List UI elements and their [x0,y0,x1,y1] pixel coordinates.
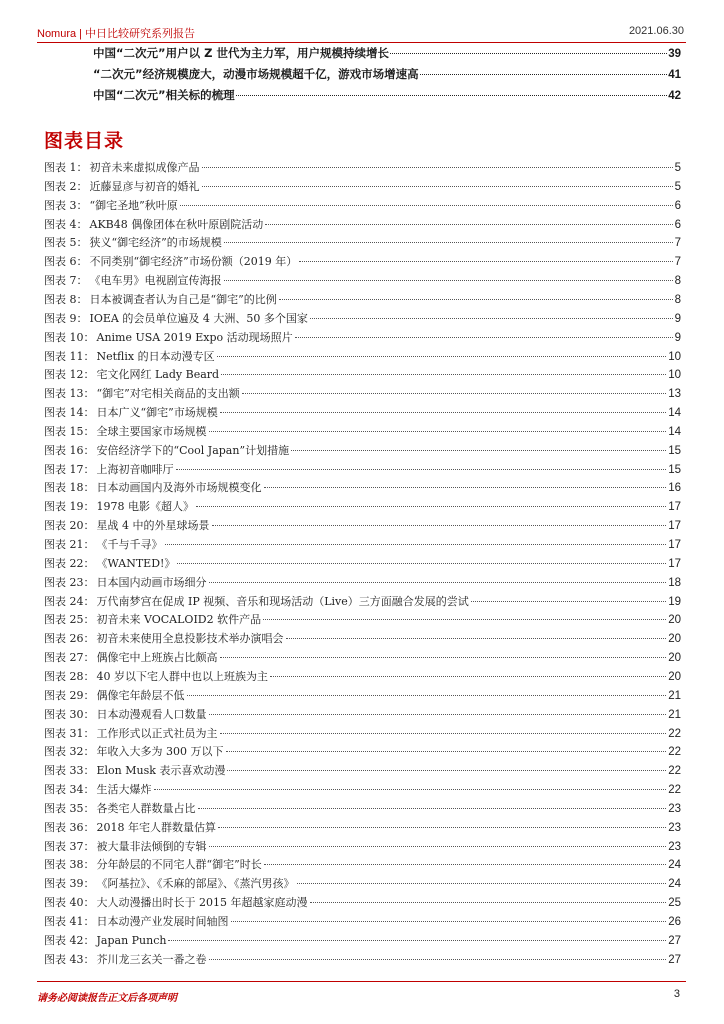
figure-entry[interactable] [44,913,681,930]
figure-title: “御宅”对宅相关商品的支出额 [96,387,240,401]
dot-leader [177,563,666,564]
figure-page: 15 [668,463,681,476]
figure-page: 16 [668,482,681,495]
figure-title: 日本动画国内及海外市场规模变化 [96,481,262,495]
brand-name: Nomura [37,28,77,40]
figure-label: 图表 29： [44,688,95,702]
figure-page: 5 [674,180,681,193]
figure-title: 偶像宅年龄层不低 [96,688,185,702]
disclaimer: 请务必阅读报告正文后各项声明 [37,993,177,1004]
figure-label: 图表 24： [44,594,95,608]
dot-leader [264,864,666,865]
dot-leader [299,261,672,262]
figure-page: 22 [668,765,681,778]
figure-page: 20 [668,633,681,646]
figure-entry[interactable] [44,894,681,911]
figure-page: 26 [668,916,681,928]
figure-title: Netflix 的日本动漫专区 [96,349,215,363]
figure-page: 5 [674,162,681,174]
dot-leader [224,242,673,243]
figure-entry[interactable] [44,819,681,836]
figure-title: 分年龄层的不同宅人群“御宅”时长 [96,858,262,872]
figure-label: 图表 21： [44,538,95,551]
figure-label: 图表 31： [44,726,95,740]
figure-page: 20 [668,614,681,627]
figure-entry[interactable] [44,838,681,855]
figure-title: 近藤显彦与初音的婚礼 [89,179,200,193]
figure-title: 日本国内动画市场细分 [96,575,207,589]
dot-leader [270,676,666,677]
figure-label: 图表 40： [44,896,95,910]
dot-leader [297,883,667,884]
figure-label: 图表 6： [44,255,88,269]
dot-leader [310,902,667,903]
page-header [37,24,686,43]
figure-page: 20 [668,670,681,683]
figure-page: 19 [668,595,681,608]
figure-page: 20 [668,652,681,665]
figure-title: 日本动漫产业发展时间轴图 [96,915,229,928]
figure-label: 图表 7： [44,274,88,288]
figure-entry[interactable] [44,253,681,270]
figure-entry[interactable] [44,630,681,647]
figure-page: 17 [668,557,681,570]
figure-title: “御宅圣地”秋叶原 [89,198,178,212]
figure-title: 大人动漫播出时长于 2015 年超越家庭动漫 [96,896,308,910]
figure-entry[interactable] [44,197,681,214]
figure-label: 图表 3： [44,198,88,212]
figure-label: 图表 19： [44,500,95,514]
dot-leader [220,733,667,734]
figure-title: 生活大爆炸 [96,783,152,797]
dot-leader [310,318,673,319]
dot-leader [209,846,667,847]
figure-title: 《WANTED!》 [96,556,176,570]
figure-entry[interactable] [44,498,681,515]
page-footer [37,981,686,1002]
figure-label: 图表 1： [44,161,88,174]
dot-leader [220,657,667,658]
figure-title: Anime USA 2019 Expo 活动现场照片 [96,330,293,344]
figure-label: 图表 37： [44,839,95,853]
figure-page: 23 [668,840,681,853]
figure-entry[interactable] [44,781,681,798]
figure-entry[interactable] [44,574,681,591]
figure-title: 芥川龙三玄关一番之卷 [96,952,207,966]
figure-entry[interactable] [44,649,681,666]
figure-label: 图表 32： [44,745,95,759]
figure-entry[interactable] [44,593,681,610]
dot-leader [286,638,667,639]
figure-page: 17 [668,501,681,514]
dot-leader [209,959,667,960]
figure-page: 6 [674,218,681,231]
toc-entry-page: 41 [668,69,681,81]
figure-entry[interactable] [44,668,681,685]
figure-entry[interactable] [44,291,681,308]
dot-leader [224,280,673,281]
figure-page: 14 [668,407,681,420]
figure-page: 13 [668,388,681,401]
figure-page: 17 [668,520,681,533]
figure-entry[interactable] [44,461,681,478]
dot-leader [209,582,667,583]
figure-page: 22 [668,727,681,740]
figure-title: 日本广义“御宅”市场规模 [96,406,218,420]
dot-leader [176,469,667,470]
figure-label: 图表 13： [44,387,95,401]
figure-entry[interactable] [44,725,681,742]
dot-leader [227,770,666,771]
figure-entry[interactable] [44,234,681,251]
figure-label: 图表 18： [44,481,95,495]
dot-leader [226,751,667,752]
figure-label: 图表 38： [44,858,95,872]
toc-entry-title: 中国“二次元”用户以 Z 世代为主力军，用户规模持续增长 [93,46,389,60]
figure-title: Elon Musk 表示喜欢动漫 [96,764,226,778]
figure-page: 9 [674,312,681,325]
figure-label: 图表 39： [44,877,95,891]
figure-label: 图表 34： [44,783,95,797]
dot-leader [263,619,666,620]
figure-title: 2018 年宅人群数量估算 [96,820,216,834]
figure-entry[interactable] [44,423,681,440]
figure-title: 偶像宅中上班族占比颇高 [96,651,218,665]
dot-leader [220,412,666,413]
dot-leader [265,224,672,225]
figure-title: 工作形式以正式社员为主 [96,726,218,740]
figure-entry[interactable] [44,517,681,534]
figure-page: 24 [668,878,681,891]
figure-title: 万代南梦宫在促成 IP 视频、音乐和现场活动（Live）三方面融合发展的尝试 [96,594,469,608]
figure-label: 图表 14： [44,406,95,420]
dot-leader [221,374,666,375]
dot-leader [180,205,673,206]
figure-label: 图表 25： [44,613,95,627]
figure-page: 25 [668,897,681,910]
figure-page: 24 [668,859,681,872]
dot-leader [217,356,667,357]
dot-leader [202,186,673,187]
figure-entry[interactable] [44,404,681,421]
figure-page: 18 [668,576,681,589]
figure-page: 7 [674,237,681,250]
figure-label: 图表 27： [44,651,95,665]
figure-label: 图表 30： [44,707,95,721]
figure-title: 日本被调查者认为自己是“御宅”的比例 [89,292,277,306]
figure-page: 10 [668,369,681,382]
figure-label: 图表 10： [44,330,95,344]
figure-title: Japan Punch [96,933,167,947]
brand-separator: | [79,28,82,40]
figure-label: 图表 22： [44,556,95,570]
dot-leader [471,601,666,602]
figure-label: 图表 43： [44,952,95,966]
report-series: 中日比较研究系列报告 [84,28,195,40]
figure-title: 初音未来虚拟成像产品 [89,161,200,174]
header-brand [37,25,195,41]
figure-page: 23 [668,802,681,815]
figure-title: 日本动漫观看人口数量 [96,707,207,721]
figure-entry[interactable] [44,555,681,572]
figure-page: 21 [668,708,681,721]
figure-label: 图表 28： [44,669,95,683]
figure-title: AKB48 偶像团体在秋叶原剧院活动 [89,217,264,231]
figure-title: 不同类别“御宅经济”市场份额（2019 年） [89,255,298,269]
figure-entry[interactable] [44,310,681,327]
figure-label: 图表 12： [44,368,95,382]
figure-label: 图表 42： [44,933,95,947]
dot-leader [231,921,667,922]
dot-leader [196,506,666,507]
figure-page: 22 [668,746,681,759]
figure-title: 全球主要国家市场规模 [96,424,207,438]
figure-title: 1978 电影《超人》 [96,500,194,514]
figure-entry[interactable] [44,159,681,176]
figure-title: 宅文化网红 Lady Beard [96,368,220,382]
dot-leader [264,487,667,488]
figure-label: 图表 23： [44,575,95,589]
figure-entry[interactable] [44,385,681,402]
figure-page: 8 [674,275,681,288]
figure-title: 初音未来 VOCALOID2 软件产品 [96,613,262,627]
report-date: 2021.06.30 [628,25,684,37]
figure-entry[interactable] [44,932,681,949]
dot-leader [209,431,667,432]
toc-entry[interactable] [93,87,681,105]
figure-entry[interactable] [44,800,681,817]
toc-entry-page: 39 [668,48,681,60]
figure-label: 图表 36： [44,820,95,834]
figure-label: 图表 8： [44,292,88,306]
figure-title: 各类宅人群数量占比 [96,801,196,815]
figure-label: 图表 5： [44,236,88,250]
dot-leader [236,95,668,96]
figure-page: 21 [668,689,681,702]
dot-leader [390,53,667,54]
figure-entry[interactable] [44,366,681,383]
figure-entry[interactable] [44,442,681,459]
figure-entry[interactable] [44,329,681,346]
figure-title: IOEA 的会员单位遍及 4 大洲、50 多个国家 [89,311,308,325]
figure-label: 图表 2： [44,179,88,193]
figure-entry[interactable] [44,743,681,760]
figure-entry[interactable] [44,348,681,365]
figure-title: 安倍经济学下的“Cool Japan”计划措施 [96,443,290,457]
figure-page: 23 [668,821,681,834]
figure-label: 图表 15： [44,424,95,438]
figure-page: 10 [668,350,681,363]
dot-leader [420,74,668,75]
toc-entry-page: 42 [668,90,681,102]
figure-page: 22 [668,784,681,797]
figure-page: 6 [674,199,681,212]
figure-title: 年收入大多为 300 万以下 [96,745,224,759]
dot-leader [242,393,666,394]
figure-title: 星战 4 中的外星球场景 [96,519,210,533]
figure-title: 被大量非法倾倒的专辑 [96,839,207,853]
figure-entry[interactable] [44,875,681,892]
dot-leader [154,789,667,790]
figure-label: 图表 20： [44,519,95,533]
dot-leader [198,808,667,809]
toc-entry-title: 中国“二次元”相关标的梳理 [93,88,235,102]
figure-entry[interactable] [44,706,681,723]
figure-page: 7 [674,256,681,269]
figure-page: 9 [674,331,681,344]
figure-page: 27 [668,953,681,966]
figure-entry[interactable] [44,216,681,233]
figure-entry[interactable] [44,762,681,779]
figure-list-title: 图表目录 [44,130,125,152]
toc-entry[interactable] [93,66,681,84]
dot-leader [202,167,673,168]
figure-page: 27 [668,934,681,947]
dot-leader [218,827,666,828]
toc-entry[interactable] [93,45,681,63]
dot-leader [165,544,667,545]
dot-leader [209,714,667,715]
figure-page: 8 [674,293,681,306]
dot-leader [187,695,667,696]
figure-label: 图表 9： [44,311,88,325]
figure-title: 初音未来使用全息投影技术举办演唱会 [96,632,284,646]
dot-leader [212,525,667,526]
figure-label: 图表 26： [44,632,95,646]
figure-label: 图表 16： [44,443,95,457]
figure-title: 《电车男》电视剧宣传海报 [89,274,222,288]
figure-label: 图表 33： [44,764,95,778]
figure-page: 15 [668,444,681,457]
figure-label: 图表 35： [44,801,95,815]
figure-title: 上海初音咖啡厅 [96,462,174,476]
page-number: 3 [673,988,680,1000]
figure-entry[interactable] [44,272,681,289]
figure-label: 图表 17： [44,462,95,476]
toc-entry-title: “二次元”经济规模庞大，动漫市场规模超千亿，游戏市场增速高 [93,67,419,81]
dot-leader [295,337,673,338]
figure-entry[interactable] [44,856,681,873]
dot-leader [168,940,666,941]
figure-label: 图表 11： [44,349,95,363]
figure-entry[interactable] [44,951,681,968]
figure-label: 图表 4： [44,217,88,231]
figure-page: 17 [668,539,681,551]
figure-title: 《千与千寻》 [96,538,163,551]
figure-title: 《阿基拉》、《禾麻的部屋》、《蒸汽男孩》 [96,877,295,891]
figure-entry[interactable] [44,611,681,628]
figure-entry[interactable] [44,536,681,553]
dot-leader [279,299,673,300]
figure-title: 狭义“御宅经济”的市场规模 [89,236,222,250]
figure-title: 40 岁以下宅人群中也以上班族为主 [96,669,268,683]
figure-label: 图表 41： [44,915,95,928]
figure-entry[interactable] [44,178,681,195]
figure-entry[interactable] [44,687,681,704]
dot-leader [291,450,666,451]
figure-entry[interactable] [44,479,681,496]
figure-page: 14 [668,425,681,438]
